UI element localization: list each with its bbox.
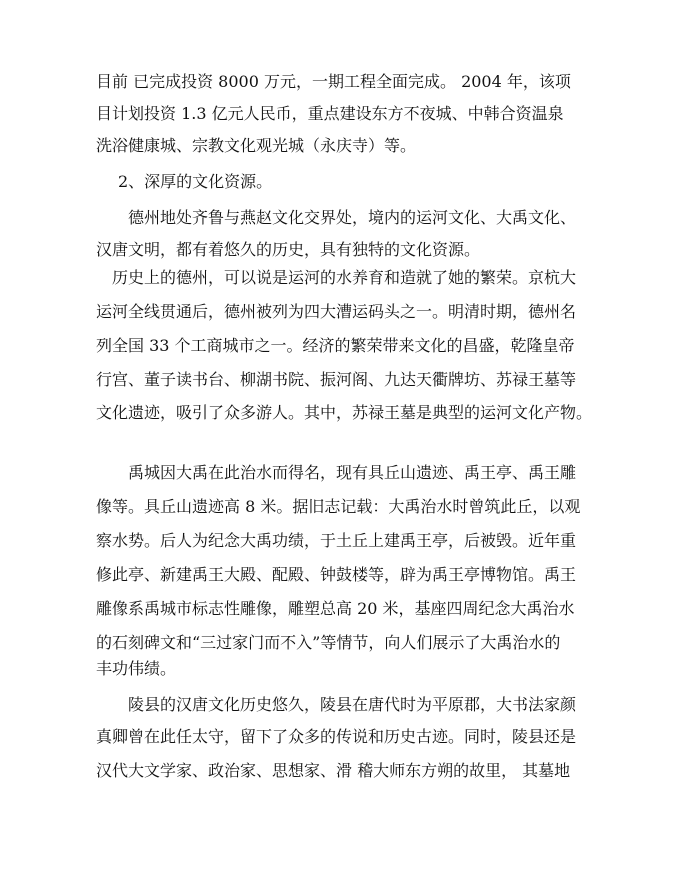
text-line: 文化遗迹，吸引了众多游人。其中，苏禄王墓是典型的运河文化产物。 [96, 403, 593, 422]
text-line: 汉代大文学家、政治家、思想家、滑 稽大师东方朔的故里， 其墓地 [96, 761, 571, 780]
text-line: 汉唐文明，都有着悠久的历史，具有独特的文化资源。 [96, 240, 481, 259]
text-line: 像等。具丘山遗迹高 8 米。据旧志记载：大禹治水时曾筑此丘，以观 [96, 497, 581, 516]
text-line: 目前 已完成投资 8000 万元，一期工程全面完成。 2004 年，该项 [96, 72, 571, 91]
text-line: 丰功伟绩。 [96, 659, 177, 678]
text-line: 陵县的汉唐文化历史悠久，陵县在唐代时为平原郡，大书法家颜 [128, 695, 577, 714]
text-line: 列全国 33 个工商城市之一。经济的繁荣带来文化的昌盛，乾隆皇帝 [96, 336, 575, 355]
text-line: 洗浴健康城、宗教文化观光城（永庆寺）等。 [96, 136, 417, 155]
section-heading: 2、深厚的文化资源。 [118, 172, 273, 191]
text-line: 运河全线贯通后，德州被列为四大漕运码头之一。明清时期，德州名 [96, 302, 577, 321]
text-line: 德州地处齐鲁与燕赵文化交界处，境内的运河文化、大禹文化、 [128, 208, 577, 227]
text-line: 的石刻碑文和“三过家门而不入”等情节，向人们展示了大禹治水的 [96, 633, 561, 652]
text-line: 禹城因大禹在此治水而得名，现有具丘山遗迹、禹王亭、禹王雕 [128, 463, 577, 482]
text-line: 雕像系禹城市标志性雕像，雕塑总高 20 米，基座四周纪念大禹治水 [96, 599, 575, 618]
text-line: 目计划投资 1.3 亿元人民币，重点建设东方不夜城、中韩合资温泉 [96, 104, 564, 123]
text-line: 修此亭、新建禹王大殿、配殿、钟鼓楼等，辟为禹王亭博物馆。禹王 [96, 565, 577, 584]
text-line: 察水势。后人为纪念大禹功绩，于土丘上建禹王亭，后被毁。近年重 [96, 531, 577, 550]
text-line: 行宫、董子读书台、柳湖书院、振河阁、九达天衢牌坊、苏禄王墓等 [96, 370, 577, 389]
text-line: 历史上的德州，可以说是运河的水养育和造就了她的繁荣。京杭大 [112, 268, 577, 287]
text-line: 真卿曾在此任太守，留下了众多的传说和历史古迹。同时，陵县还是 [96, 727, 577, 746]
